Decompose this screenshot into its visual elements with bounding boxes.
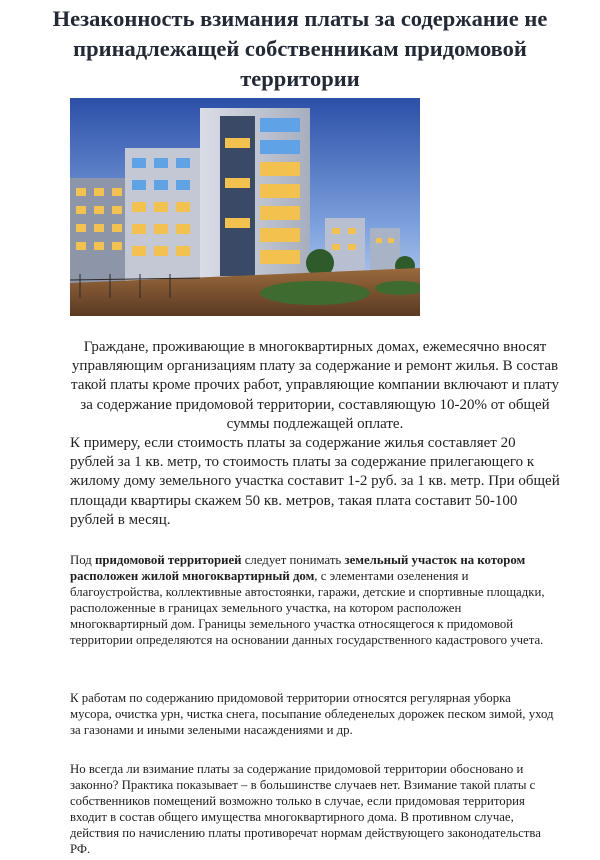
definition-paragraph bbox=[70, 552, 555, 648]
definition-text-1: Под bbox=[70, 553, 95, 567]
definition-text-2: следует понимать bbox=[241, 553, 345, 567]
term-adjacent-territory: придомовой территорией bbox=[94, 553, 242, 567]
intro-paragraph-2: К примеру, если стоимость платы за содержание жилья составляет 20 рублей за 1 кв. метр, то стоимость платы за содержание прилегающего к жилому дому земельного участка составит 1-2 руб. за 1 кв. метр. При общей площади квартиры скажем 50 кв. метров, такая плата составит 50-100 рублей в месяц. bbox=[70, 435, 560, 528]
intro-paragraph-1: Граждане, проживающие в многоквартирных домах, ежемесячно вносят управляющим организациям плату за содержание и ремонт жилья. В состав такой платы кроме прочих работ, управляющие компании включают и плату за содержание придомовой территории, составляющую 10-20% от общей суммы подлежащей оплате. bbox=[70, 339, 560, 432]
term-land-plot: земельный участок на котором расположен жилой многоквартирный дом bbox=[70, 553, 526, 583]
definition-text-3: , с элементами озеленения и благоустройства, коллективные автостоянки, гаражи, детские и спортивные площадки, расположенные в границах земельного участка, на котором расположен многоквартирный дом. Границы земельного участка относящегося к придомовой территории определяются на основании данных государственного кадастрового учета. bbox=[70, 569, 545, 647]
apartment-buildings-photo bbox=[70, 98, 420, 316]
legality-paragraph: Но всегда ли взимание платы за содержание придомовой территории обосновано и законно? Практика показывает – в большинстве случаев нет. Взимание такой платы с собственников помещений возможно только в случае, если придомовая территория входит в состав общего имущества многоквартирного дома. В противном случае, действия по начислению платы противоречат нормам действующего законодательства РФ. bbox=[70, 762, 541, 856]
intro-text bbox=[70, 338, 560, 530]
maintenance-works-paragraph: К работам по содержанию придомовой территории относятся регулярная уборка мусора, очистка урн, чистка снега, посыпание обледенелых дорожек песком зимой, уход за газонами и иными зелеными насаждениями и др. bbox=[70, 691, 554, 737]
page-title: Незаконность взимания платы за содержание не принадлежащей собственникам придомовой территории bbox=[52, 6, 548, 91]
